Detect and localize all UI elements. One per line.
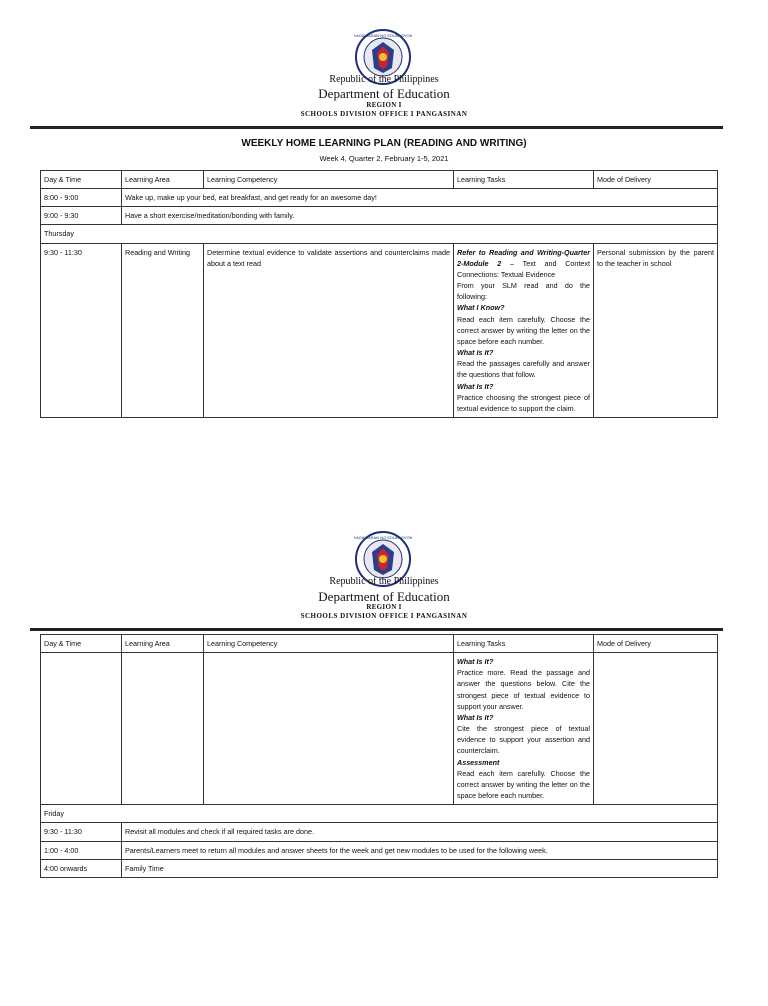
table-row (41, 243, 718, 417)
row-learning-tasks (454, 653, 594, 805)
row-activity: Revisit all modules and check if all required tasks are done. (122, 823, 718, 841)
day-row (41, 225, 718, 243)
row-time: 4:00 onwards (41, 859, 122, 877)
row-activity: Parents/Learners meet to return all modules and answer sheets for the week and get new modules to be used for the following week. (122, 841, 718, 859)
col-learning-competency: Learning Competency (204, 635, 454, 653)
table-row (41, 841, 718, 859)
day-label: Friday (41, 805, 718, 823)
module-topic: – Text and Context Connections: Textual Evidence (457, 258, 590, 279)
row-time: 1:00 - 4:00 (41, 841, 122, 859)
svg-text:KAGAWARAN NG EDUKASYON: KAGAWARAN NG EDUKASYON (354, 33, 412, 38)
row-competency (204, 653, 454, 805)
table-row (41, 859, 718, 877)
row-competency: Determine textual evidence to validate assertions and counterclaims made about a text read (204, 243, 454, 417)
col-learning-area: Learning Area (122, 635, 204, 653)
table-header-row (41, 171, 718, 189)
plan-title: WEEKLY HOME LEARNING PLAN (READING AND WRITING) (241, 138, 527, 149)
table-row (41, 207, 718, 225)
region-label: REGION I (366, 101, 402, 109)
col-learning-area: Learning Area (122, 171, 204, 189)
col-day-time: Day & Time (41, 635, 122, 653)
row-time (41, 653, 122, 805)
row-mode-of-delivery (594, 653, 718, 805)
row-learning-tasks (454, 243, 594, 417)
task-heading: Assessment (457, 757, 500, 767)
learning-plan-table-page2 (40, 634, 718, 878)
row-time: 9:30 - 11:30 (41, 823, 122, 841)
table-row (41, 653, 718, 805)
task-heading: What Is It? (457, 381, 494, 391)
task-heading: What I Know? (457, 303, 505, 313)
row-learning-area: Reading and Writing (122, 243, 204, 417)
col-mode-of-delivery: Mode of Delivery (594, 635, 718, 653)
header-divider (30, 126, 723, 129)
division-label: SCHOOLS DIVISION OFFICE I PANGASINAN (300, 110, 468, 118)
task-body: Practice more. Read the passage and answer the questions below. Cite the strongest piece of textual evidence to support your answer. (457, 668, 590, 711)
task-body: Read each item carefully. Choose the correct answer by writing the letter on the space before each number. (457, 314, 590, 346)
task-heading: What Is It? (457, 712, 494, 722)
header-divider (30, 628, 723, 631)
col-day-time: Day & Time (41, 171, 122, 189)
task-body: Read each item carefully. Choose the correct answer by writing the letter on the space before each number. (457, 768, 590, 801)
department-label: Department of Education (318, 589, 450, 604)
day-row (41, 805, 718, 823)
region-label: REGION I (366, 603, 402, 611)
day-label: Thursday (41, 225, 718, 243)
republic-label: Republic of the Philippines (329, 74, 439, 85)
division-label: SCHOOLS DIVISION OFFICE I PANGASINAN (300, 612, 468, 620)
svg-text:KAGAWARAN NG EDUKASYON: KAGAWARAN NG EDUKASYON (354, 535, 412, 540)
row-learning-area (122, 653, 204, 805)
task-instruction: From your SLM read and do the following: (457, 281, 590, 302)
col-learning-tasks: Learning Tasks (454, 171, 594, 189)
col-learning-competency: Learning Competency (204, 171, 454, 189)
task-heading: What Is It? (457, 348, 494, 358)
table-row (41, 189, 718, 207)
table-row (41, 823, 718, 841)
republic-label: Republic of the Philippines (329, 576, 439, 587)
row-activity: Have a short exercise/meditation/bonding with family. (122, 207, 718, 225)
department-label: Department of Education (318, 86, 450, 101)
table-header-row (41, 635, 718, 653)
row-time: 9:30 - 11:30 (41, 243, 122, 417)
row-time: 8:00 - 9:00 (41, 189, 122, 207)
task-heading: What Is It? (457, 657, 494, 667)
task-body: Read the passages carefully and answer the questions that follow. (457, 359, 590, 380)
task-body: Cite the strongest piece of textual evidence to support your assertion and counterclaim. (457, 724, 590, 756)
learning-plan-table-page1 (40, 170, 718, 418)
col-learning-tasks: Learning Tasks (454, 635, 594, 653)
row-activity: Wake up, make up your bed, eat breakfast, and get ready for an awesome day! (122, 189, 718, 207)
task-body: Practice choosing the strongest piece of textual evidence to support the claim. (457, 392, 590, 413)
row-activity: Family Time (122, 859, 718, 877)
module-reference: Refer to Reading and Writing-Quarter 2-Module 2 (457, 247, 590, 268)
row-mode-of-delivery: Personal submission by the parent to the teacher in school (594, 243, 718, 417)
row-time: 9:00 - 9:30 (41, 207, 122, 225)
plan-subtitle: Week 4, Quarter 2, February 1-5, 2021 (319, 154, 449, 163)
col-mode-of-delivery: Mode of Delivery (594, 171, 718, 189)
